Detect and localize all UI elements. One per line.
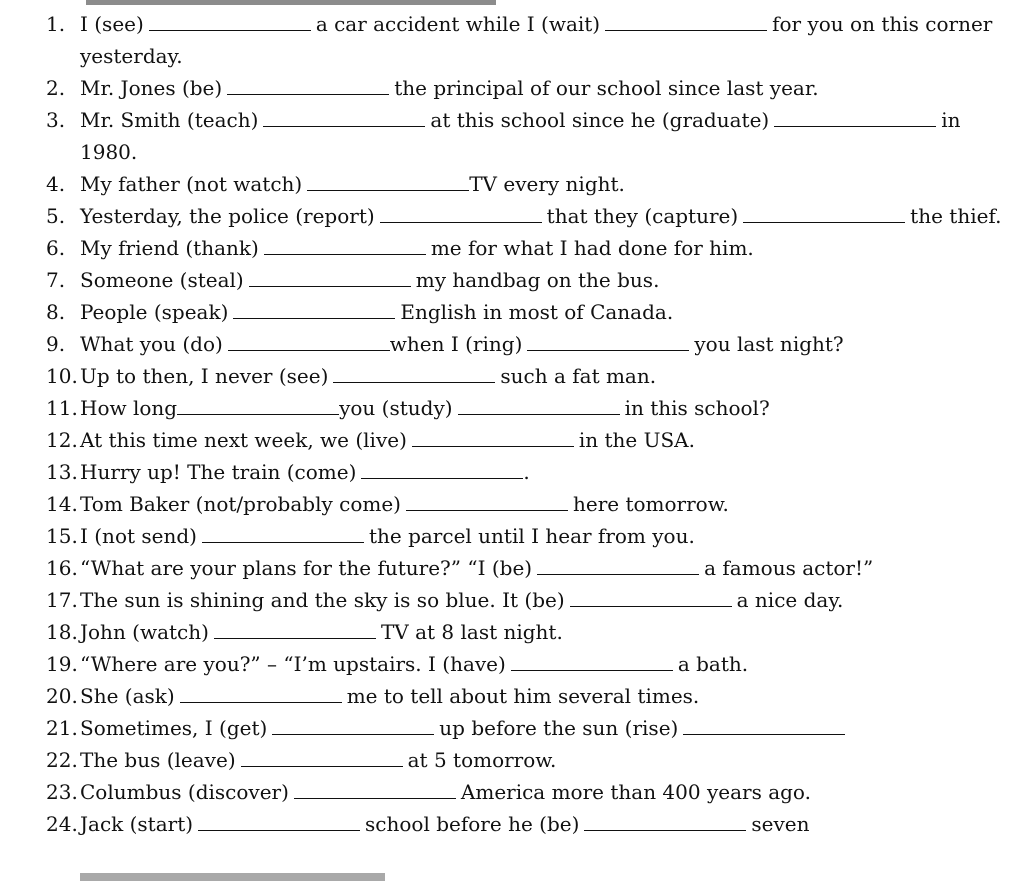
item-number: 12. <box>46 428 78 452</box>
answer-blank[interactable] <box>333 364 495 383</box>
item-number: 23. <box>46 780 78 804</box>
answer-blank[interactable] <box>149 12 311 31</box>
answer-blank[interactable] <box>683 716 845 735</box>
exercise-item-22 <box>0 744 1024 776</box>
exercise-item-23 <box>0 776 1024 808</box>
answer-blank[interactable] <box>537 556 699 575</box>
exercise-item-9 <box>0 328 1024 360</box>
item-text: when I (ring) <box>389 332 523 356</box>
exercise-item-15 <box>0 520 1024 552</box>
item-number: 14. <box>46 492 78 516</box>
item-text: me to tell about him several times. <box>346 684 700 708</box>
item-text: Someone (steal) <box>80 268 244 292</box>
answer-blank[interactable] <box>380 204 542 223</box>
answer-blank[interactable] <box>214 620 376 639</box>
item-text: a bath. <box>677 652 749 676</box>
item-text: seven <box>751 812 810 836</box>
item-number: 7. <box>46 268 66 292</box>
exercise-item-2 <box>0 72 1024 104</box>
item-text: “Where are you?” – “I’m upstairs. I (have) <box>80 652 506 676</box>
cropped-next-heading-strip <box>80 873 385 881</box>
answer-blank[interactable] <box>233 300 395 319</box>
answer-blank[interactable] <box>202 524 364 543</box>
item-text: a car accident while I (wait) <box>315 12 601 36</box>
item-text: at this school since he (graduate) <box>430 108 770 132</box>
item-text: The sun is shining and the sky is so blue. It (be) <box>80 588 565 612</box>
item-number: 21. <box>46 716 78 740</box>
item-text: TV at 8 last night. <box>380 620 563 644</box>
item-number: 8. <box>46 300 66 324</box>
exercise-item-20 <box>0 680 1024 712</box>
cropped-heading-strip <box>86 0 496 5</box>
exercise-item-16 <box>0 552 1024 584</box>
item-text: My father (not watch) <box>80 172 303 196</box>
exercise-item-18 <box>0 616 1024 648</box>
item-text: John (watch) <box>80 620 209 644</box>
item-text: at 5 tomorrow. <box>407 748 557 772</box>
answer-blank[interactable] <box>177 396 339 415</box>
item-text: you last night? <box>694 332 844 356</box>
item-number: 6. <box>46 236 66 260</box>
answer-blank[interactable] <box>249 268 411 287</box>
exercise-item-8 <box>0 296 1024 328</box>
answer-blank[interactable] <box>263 108 425 127</box>
item-text: such a fat man. <box>500 364 657 388</box>
item-number: 3. <box>46 108 66 132</box>
item-text: in the USA. <box>578 428 695 452</box>
item-number: 1. <box>46 12 66 36</box>
exercise-item-12 <box>0 424 1024 456</box>
exercise-item-17 <box>0 584 1024 616</box>
item-text: America more than 400 years ago. <box>460 780 811 804</box>
item-text: the thief. <box>910 204 1002 228</box>
item-text: you (study) <box>339 396 453 420</box>
exercise-item-13 <box>0 456 1024 488</box>
answer-blank[interactable] <box>412 428 574 447</box>
item-number: 10. <box>46 364 78 388</box>
item-text: The bus (leave) <box>80 748 236 772</box>
item-text: Sometimes, I (get) <box>80 716 268 740</box>
answer-blank[interactable] <box>241 748 403 767</box>
item-number: 13. <box>46 460 78 484</box>
answer-blank[interactable] <box>307 172 469 191</box>
item-text: my handbag on the bus. <box>415 268 660 292</box>
item-text: the principal of our school since last year. <box>394 76 819 100</box>
item-number: 18. <box>46 620 78 644</box>
answer-blank[interactable] <box>264 236 426 255</box>
item-text: Up to then, I never (see) <box>80 364 329 388</box>
exercise-item-6 <box>0 232 1024 264</box>
item-number: 4. <box>46 172 66 196</box>
item-text: a famous actor!” <box>704 556 874 580</box>
exercise-item-4 <box>0 168 1024 200</box>
item-text: here tomorrow. <box>572 492 729 516</box>
item-number: 24. <box>46 812 78 836</box>
item-text: me for what I had done for him. <box>430 236 754 260</box>
item-text: My friend (thank) <box>80 236 259 260</box>
item-text: I (not send) <box>80 524 197 548</box>
answer-blank[interactable] <box>228 332 390 351</box>
item-text: up before the sun (rise) <box>439 716 679 740</box>
exercise-sheet <box>0 8 1024 840</box>
answer-blank[interactable] <box>458 396 620 415</box>
item-number: 20. <box>46 684 78 708</box>
item-text: How long <box>80 396 178 420</box>
item-text: “What are your plans for the future?” “I (be) <box>80 556 533 580</box>
exercise-item-21 <box>0 712 1024 744</box>
answer-blank[interactable] <box>511 652 673 671</box>
item-text: She (ask) <box>80 684 175 708</box>
item-number: 19. <box>46 652 78 676</box>
item-text: English in most of Canada. <box>400 300 674 324</box>
answer-blank[interactable] <box>570 588 732 607</box>
answer-blank[interactable] <box>406 492 568 511</box>
item-text: for you on this corner yesterday. <box>80 12 993 68</box>
item-text: . <box>523 460 530 484</box>
exercise-item-11 <box>0 392 1024 424</box>
answer-blank[interactable] <box>198 812 360 831</box>
answer-blank[interactable] <box>272 716 434 735</box>
item-text: People (speak) <box>80 300 229 324</box>
item-number: 17. <box>46 588 78 612</box>
item-text: a nice day. <box>736 588 844 612</box>
item-number: 15. <box>46 524 78 548</box>
item-text: Hurry up! The train (come) <box>80 460 357 484</box>
exercise-item-24 <box>0 808 1024 840</box>
answer-blank[interactable] <box>584 812 746 831</box>
item-text: Tom Baker (not/probably come) <box>80 492 401 516</box>
item-text: At this time next week, we (live) <box>80 428 407 452</box>
exercise-item-19 <box>0 648 1024 680</box>
exercise-item-5 <box>0 200 1024 232</box>
exercise-item-10 <box>0 360 1024 392</box>
item-number: 11. <box>46 396 78 420</box>
item-text: in 1980. <box>80 108 961 164</box>
answer-blank[interactable] <box>605 12 767 31</box>
item-number: 9. <box>46 332 66 356</box>
answer-blank[interactable] <box>774 108 936 127</box>
item-number: 22. <box>46 748 78 772</box>
item-text: Yesterday, the police (report) <box>80 204 375 228</box>
item-text: in this school? <box>624 396 770 420</box>
answer-blank[interactable] <box>527 332 689 351</box>
exercise-item-3 <box>0 104 1024 168</box>
exercise-item-14 <box>0 488 1024 520</box>
answer-blank[interactable] <box>180 684 342 703</box>
item-text: I (see) <box>80 12 144 36</box>
item-text: Columbus (discover) <box>80 780 289 804</box>
item-text: that they (capture) <box>546 204 739 228</box>
item-text: Mr. Jones (be) <box>80 76 223 100</box>
answer-blank[interactable] <box>743 204 905 223</box>
item-number: 16. <box>46 556 78 580</box>
item-text: Mr. Smith (teach) <box>80 108 259 132</box>
item-text: school before he (be) <box>365 812 580 836</box>
exercise-item-1 <box>0 8 1024 72</box>
item-number: 5. <box>46 204 66 228</box>
item-text: the parcel until I hear from you. <box>368 524 695 548</box>
item-text: Jack (start) <box>80 812 194 836</box>
exercise-item-7 <box>0 264 1024 296</box>
item-number: 2. <box>46 76 66 100</box>
answer-blank[interactable] <box>361 460 523 479</box>
answer-blank[interactable] <box>294 780 456 799</box>
item-text: What you (do) <box>80 332 223 356</box>
answer-blank[interactable] <box>227 76 389 95</box>
item-text: TV every night. <box>469 172 625 196</box>
